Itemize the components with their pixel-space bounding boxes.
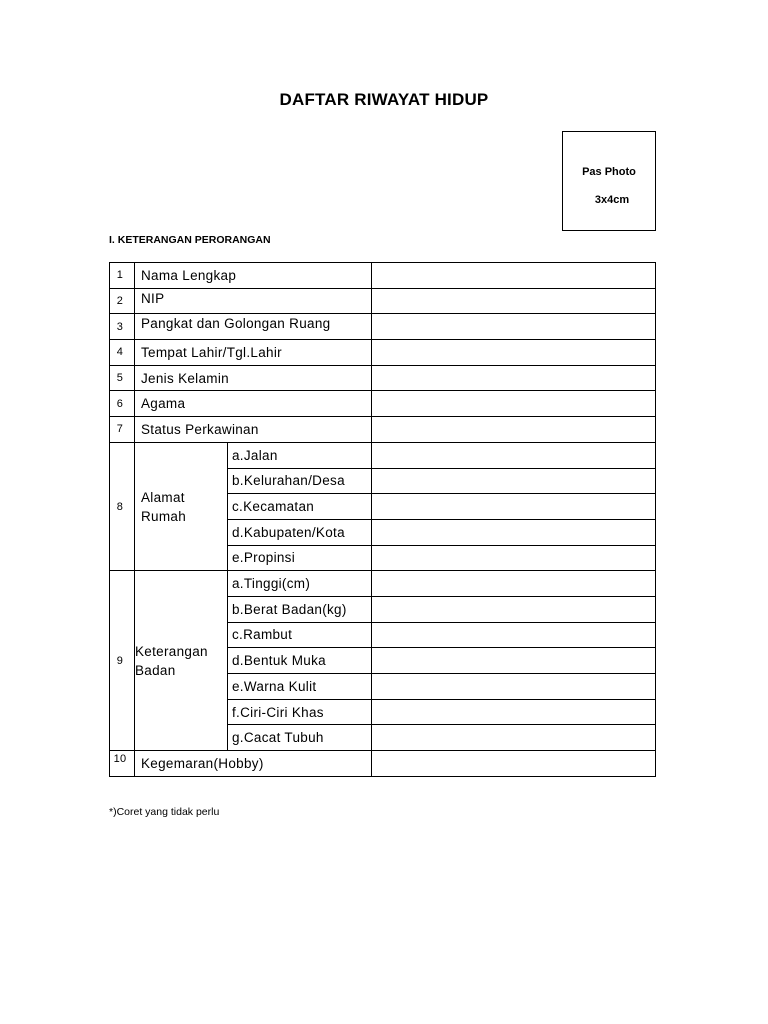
row-label-agama: Agama <box>135 391 372 417</box>
row-number: 1 <box>110 263 135 289</box>
table-row <box>110 442 656 468</box>
value-field-agama[interactable] <box>372 391 656 417</box>
sub-label-bentuk-muka: d.Bentuk Muka <box>228 648 372 674</box>
sub-label-tinggi: a.Tinggi(cm) <box>228 571 372 597</box>
value-field-tinggi[interactable] <box>372 571 656 597</box>
value-field-cacat-tubuh[interactable] <box>372 725 656 751</box>
row-number: 6 <box>110 391 135 417</box>
row-number: 10 <box>110 751 135 777</box>
value-field-propinsi[interactable] <box>372 545 656 571</box>
row-label-kegemaran: Kegemaran(Hobby) <box>135 751 372 777</box>
value-field-pangkat[interactable] <box>372 314 656 340</box>
photo-placeholder-box <box>562 131 656 231</box>
table-row <box>110 314 656 340</box>
photo-label: Pas Photo <box>582 166 636 178</box>
value-field-tempat-lahir[interactable] <box>372 340 656 366</box>
table-row <box>110 751 656 777</box>
table-row <box>110 417 656 443</box>
row-label-nip: NIP <box>135 288 372 314</box>
sub-label-propinsi: e.Propinsi <box>228 545 372 571</box>
row-number: 2 <box>110 288 135 314</box>
row-label-nama-lengkap: Nama Lengkap <box>135 263 372 289</box>
table-row <box>110 365 656 391</box>
row-number: 4 <box>110 340 135 366</box>
sub-label-warna-kulit: e.Warna Kulit <box>228 674 372 700</box>
value-field-jalan[interactable] <box>372 442 656 468</box>
photo-size-label: 3x4cm <box>594 194 630 206</box>
value-field-nip[interactable] <box>372 288 656 314</box>
value-field-status-perkawinan[interactable] <box>372 417 656 443</box>
row-number: 5 <box>110 365 135 391</box>
value-field-bentuk-muka[interactable] <box>372 648 656 674</box>
group-label-keterangan-badan: Keterangan Badan <box>135 571 228 751</box>
page-title: DAFTAR RIWAYAT HIDUP <box>279 90 489 109</box>
value-field-kelurahan[interactable] <box>372 468 656 494</box>
table-row <box>110 571 656 597</box>
value-field-nama-lengkap[interactable] <box>372 263 656 289</box>
sub-label-cacat-tubuh: g.Cacat Tubuh <box>228 725 372 751</box>
value-field-kecamatan[interactable] <box>372 494 656 520</box>
value-field-ciri-ciri-khas[interactable] <box>372 699 656 725</box>
row-number: 9 <box>110 571 135 751</box>
row-number: 7 <box>110 417 135 443</box>
value-field-warna-kulit[interactable] <box>372 674 656 700</box>
table-row <box>110 391 656 417</box>
sub-label-jalan: a.Jalan <box>228 442 372 468</box>
table-row <box>110 340 656 366</box>
section-title: I. KETERANGAN PERORANGAN <box>109 234 271 246</box>
sub-label-berat-badan: b.Berat Badan(kg) <box>228 596 372 622</box>
row-label-status-perkawinan: Status Perkawinan <box>135 417 372 443</box>
sub-label-kabupaten: d.Kabupaten/Kota <box>228 519 372 545</box>
value-field-rambut[interactable] <box>372 622 656 648</box>
sub-label-kecamatan: c.Kecamatan <box>228 494 372 520</box>
table-row <box>110 263 656 289</box>
table-row <box>110 288 656 314</box>
value-field-kabupaten[interactable] <box>372 519 656 545</box>
value-field-kegemaran[interactable] <box>372 751 656 777</box>
row-label-tempat-lahir: Tempat Lahir/Tgl.Lahir <box>135 340 372 366</box>
row-label-pangkat: Pangkat dan Golongan Ruang <box>135 314 372 340</box>
personal-info-table <box>109 262 656 777</box>
value-field-jenis-kelamin[interactable] <box>372 365 656 391</box>
footnote: *)Coret yang tidak perlu <box>109 806 220 818</box>
sub-label-rambut: c.Rambut <box>228 622 372 648</box>
sub-label-ciri-ciri-khas: f.Ciri-Ciri Khas <box>228 699 372 725</box>
row-label-jenis-kelamin: Jenis Kelamin <box>135 365 372 391</box>
group-label-alamat-rumah: Alamat Rumah <box>135 442 228 570</box>
sub-label-kelurahan: b.Kelurahan/Desa <box>228 468 372 494</box>
value-field-berat-badan[interactable] <box>372 596 656 622</box>
row-number: 3 <box>110 314 135 340</box>
row-number: 8 <box>110 442 135 570</box>
